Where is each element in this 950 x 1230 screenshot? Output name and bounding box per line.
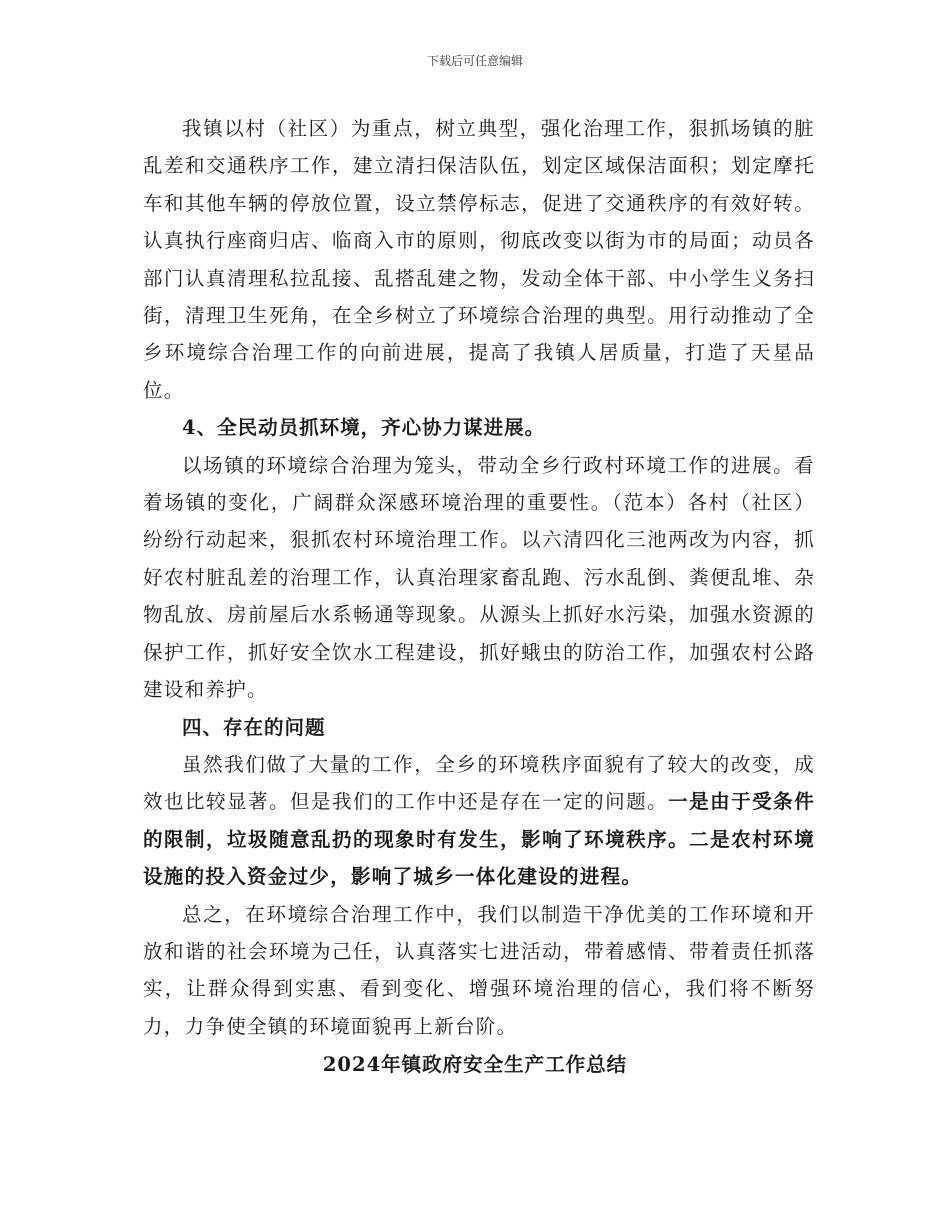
document-body (143, 110, 815, 1045)
problems-intro-text: 虽然我们做了大量的工作，全乡的环境秩序面貌有了较大的改变，成效也比较显著。但是我们的工作中还是存在一定的问题。 (143, 752, 815, 814)
problems-bold-text: 一是由于受条件的限制，垃圾随意乱扔的现象时有发生，影响了环境秩序。二是农村环境设施的投入资金过少，影响了城乡一体化建设的进程。 (143, 790, 815, 889)
paragraph-conclusion: 总之，在环境综合治理工作中，我们以制造干净优美的工作环境和开放和谐的社会环境为己任，认真落实七进活动，带着感情、带着责任抓落实，让群众得到实惠、看到变化、增强环境治理的信心，我们将不断努力，力争使全镇的环境面貌再上新台阶。 (143, 902, 815, 1038)
heading-mobilization: 4、全民动员抓环境，齐心协力谋进展。 (182, 416, 546, 440)
page-header: 下载后可任意编辑 (426, 54, 523, 68)
section-heading-problems: 四、存在的问题 (182, 715, 326, 739)
paragraph-problems (143, 746, 815, 896)
next-document-title: 2024年镇政府安全生产工作总结 (322, 1053, 628, 1076)
paragraph-town-governance: 我镇以村（社区）为重点，树立典型，强化治理工作，狠抓场镇的脏乱差和交通秩序工作，建立清扫保洁队伍，划定区域保洁面积；划定摩托车和其他车辆的停放位置，设立禁停标志，促进了交通秩序的有效好转。认真执行座商归店、临商入市的原则，彻底改变以街为市的局面；动员各部门认真清理私拉乱接、乱搭乱建之物，发动全体干部、中小学生义务扫街，清理卫生死角，在全乡树立了环境综合治理的典型。用行动推动了全乡环境综合治理工作的向前进展，提高了我镇人居质量，打造了天星品位。 (143, 117, 815, 402)
paragraph-village-environment: 以场镇的环境综合治理为笼头，带动全乡行政村环境工作的进展。看着场镇的变化，广阔群众深感环境治理的重要性。（范本）各村（社区）纷纷行动起来，狠抓农村环境治理工作。以六清四化三池两改为内容，抓好农村脏乱差的治理工作，认真治理家畜乱跑、污水乱倒、粪便乱堆、杂物乱放、房前屋后水系畅通等现象。从源头上抓好水污染，加强水资源的保护工作，抓好安全饮水工程建设，抓好蛾虫的防治工作，加强农村公路建设和养护。 (143, 453, 815, 702)
